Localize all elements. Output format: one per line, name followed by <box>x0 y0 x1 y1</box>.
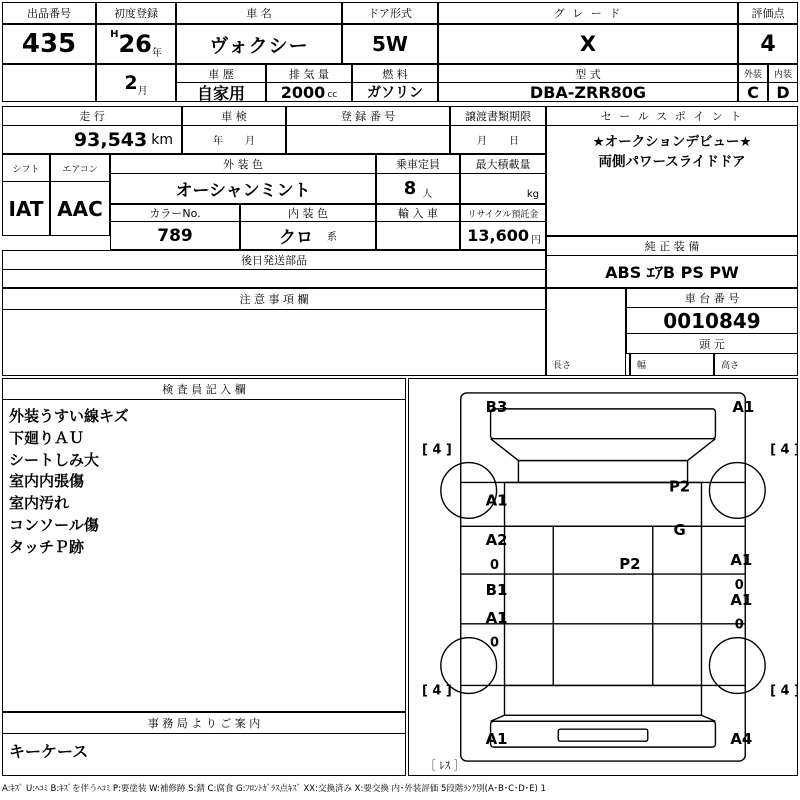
seats-unit: 人 <box>422 189 433 200</box>
mileage-unit: km <box>151 131 173 148</box>
first-reg-era: H <box>110 29 119 40</box>
int-color-value: クロ <box>279 228 313 248</box>
office-note: キーケース <box>9 742 89 761</box>
recycle-value: 13,600 <box>467 226 529 245</box>
later-parts-value-cell <box>2 270 546 288</box>
int-color-label: 内 装 色 <box>288 207 328 220</box>
aircon-label: エアコン <box>62 164 98 175</box>
reg-no-label: 登 録 番 号 <box>340 110 396 123</box>
fuel-value: ガソリン <box>367 85 423 101</box>
score-label-cell <box>738 2 798 24</box>
reg-no-label-cell <box>286 106 450 126</box>
ext-grade-value: C <box>747 82 759 102</box>
size-length-cell <box>546 354 630 376</box>
recycle-value-cell <box>460 222 546 250</box>
vehicle-diagram-panel <box>408 378 798 776</box>
shaken-label-cell <box>182 106 286 126</box>
diagram-mark: [ 4 ] <box>421 683 452 699</box>
diagram-mark: A1 <box>730 590 753 609</box>
shaken-value-cell <box>182 126 286 154</box>
diagram-mark-labels <box>422 398 797 748</box>
car-name-label-cell <box>176 2 342 24</box>
history-value-cell <box>176 83 266 102</box>
recycle-label-cell <box>460 204 546 222</box>
sell-point-cell <box>546 126 798 236</box>
inspector-line: 下廻りＡＵ <box>9 428 85 447</box>
diagram-mark: P2 <box>619 555 641 574</box>
score-label: 評価点 <box>751 7 785 20</box>
mileage-value: 93,543 <box>73 128 148 151</box>
seats-value-cell <box>376 174 460 204</box>
recycle-unit: 円 <box>531 235 541 246</box>
diagram-mark: 0 <box>734 617 744 633</box>
diagram-mark: 0 <box>490 558 500 574</box>
diagram-mark: G <box>673 521 686 540</box>
door-label: ドア形式 <box>368 7 412 20</box>
fuel-value-cell <box>352 83 438 102</box>
dealer-label: 頭 元 <box>699 337 725 351</box>
history-month-cell <box>96 64 176 102</box>
diagram-rear-label: ［ ﾚｽ ］ <box>424 759 465 773</box>
chassis-label-cell <box>626 288 798 308</box>
transfer-label-cell <box>450 106 546 126</box>
lot-no-value: 435 <box>21 29 77 59</box>
lot-no-label: 出品番号 <box>27 7 71 20</box>
transfer-value-cell <box>450 126 546 154</box>
recycle-label: リサイクル預託金 <box>467 209 539 220</box>
inspector-label-cell <box>2 378 406 400</box>
first-reg-year: 26 <box>118 30 152 58</box>
equip-label-cell <box>546 236 798 256</box>
diagram-mark: A1 <box>485 491 508 510</box>
import-value <box>377 222 459 249</box>
displacement-unit: cc <box>327 90 338 100</box>
diagram-mark: [ 4 ] <box>421 442 452 458</box>
color-no-value: 789 <box>157 225 193 246</box>
seats-value: 8 <box>403 178 417 199</box>
history-value: 自家用 <box>196 83 245 103</box>
score-value: 4 <box>760 31 776 57</box>
door-label-cell <box>342 2 438 24</box>
inspector-line: コンソール傷 <box>9 515 99 534</box>
mileage-value-cell <box>2 126 182 154</box>
equip-value-cell <box>546 256 798 288</box>
reg-no-value <box>287 126 449 153</box>
sell-point-line: ★オークションデビュー★ <box>592 134 752 150</box>
size-height-label: 高さ <box>721 361 740 371</box>
later-parts-label: 後日発送部品 <box>241 254 307 267</box>
first-reg-year-unit: 年 <box>151 48 162 59</box>
history-month-value: 2 <box>124 72 138 94</box>
diagram-mark: A2 <box>485 531 508 550</box>
sell-point-label-cell <box>546 106 798 126</box>
inspector-line: タッチＰ跡 <box>9 537 85 556</box>
displacement-label-cell <box>266 64 352 83</box>
later-parts-label-cell <box>2 250 546 270</box>
mileage-label: 走 行 <box>79 110 105 123</box>
inspector-line: 外装うすい線キズ <box>9 407 129 425</box>
history-month-unit: 月 <box>137 86 148 97</box>
fuel-label-cell <box>352 64 438 83</box>
ext-color-label-cell <box>110 154 376 174</box>
shift-value-cell <box>2 182 50 236</box>
model-code-label-cell <box>438 64 738 83</box>
size-width-label: 幅 <box>637 361 647 371</box>
transfer-label: 譲渡書類期限 <box>465 110 531 123</box>
diagram-mark: A1 <box>485 608 508 627</box>
ext-grade-value-cell <box>738 83 768 102</box>
car-name-cell <box>176 24 342 64</box>
shaken-year-unit: 年 <box>213 136 223 147</box>
shaken-label: 車 検 <box>221 110 247 123</box>
fuel-label: 燃 料 <box>382 67 408 81</box>
sell-point-label: セ ー ル ス ポ イ ン ト <box>600 110 744 123</box>
color-no-label: カラーNo. <box>149 207 201 220</box>
size-height-cell <box>714 354 798 376</box>
ext-grade-label: 外装 <box>743 70 762 80</box>
office-note-cell <box>2 734 406 776</box>
inspector-value-cell <box>2 400 406 712</box>
diagram-mark: P2 <box>668 477 691 496</box>
int-color-label-cell <box>240 204 376 222</box>
diagram-mark: A1 <box>485 730 508 749</box>
load-label-cell <box>460 154 546 174</box>
grade-label-cell <box>438 2 738 24</box>
diagram-mark: [ 4 ] <box>770 683 797 699</box>
int-grade-label-cell <box>768 64 798 83</box>
first-reg-label-cell <box>96 2 176 24</box>
sell-point-line: 両側パワースライドドア <box>598 154 746 171</box>
office-label-cell <box>2 712 406 734</box>
dealer-label-cell <box>626 334 798 354</box>
size-length-label: 長さ <box>553 361 572 371</box>
shift-label: シフト <box>12 164 40 175</box>
diagram-mark: 0 <box>490 635 500 651</box>
diagram-mark: A1 <box>730 551 753 570</box>
int-grade-value-cell <box>768 83 798 102</box>
door-value: 5W <box>372 32 408 56</box>
vehicle-diagram-svg <box>409 379 797 775</box>
diagram-mark: [ 4 ] <box>770 442 797 458</box>
history-label: 車 歴 <box>208 67 234 81</box>
color-no-value-cell <box>110 222 240 250</box>
equip-label: 純 正 装 備 <box>644 240 700 253</box>
inspector-line: シートしみ大 <box>9 450 100 469</box>
ext-color-value: オーシャンミント <box>175 181 311 201</box>
legend-text: A:ｷｽﾞ U:ﾍｺﾐ B:ｷｽﾞを伴うﾍｺﾐ P:要塗装 W:補修跡 S:錆 C:腐食 G:ﾌﾛﾝﾄｶﾞﾗｽ点ｷｽﾞ XX:交換済み X:要交換 内･外装評価 5段階ﾗﾝｸ別(A･B･C･D･E) 1 <box>2 784 546 794</box>
door-cell <box>342 24 438 64</box>
diagram-mark: 0 <box>734 577 744 593</box>
transfer-month-unit: 月 <box>477 136 487 147</box>
office-label: 事 務 局 よ り ご 案 内 <box>147 717 261 730</box>
int-color-suffix: 系 <box>327 232 337 243</box>
diagram-mark: A4 <box>730 730 753 749</box>
ext-grade-label-cell <box>738 64 768 83</box>
load-label: 最大積載量 <box>475 158 531 171</box>
shift-value: IAT <box>8 196 44 221</box>
model-code-value-cell <box>438 83 738 102</box>
aircon-label-cell <box>50 154 110 182</box>
grade-cell <box>438 24 738 64</box>
reg-no-value-cell <box>286 126 450 154</box>
shift-label-cell <box>2 154 50 182</box>
first-reg-cell <box>96 24 176 64</box>
inspector-label: 検 査 員 記 入 欄 <box>162 383 246 396</box>
ext-color-value-cell <box>110 174 376 204</box>
shaken-month-unit: 月 <box>245 136 255 147</box>
load-value-cell <box>460 174 546 204</box>
chassis-value: 0010849 <box>663 308 761 333</box>
lot-no-cell <box>2 24 96 64</box>
chassis-label: 車 台 番 号 <box>684 292 740 305</box>
diagram-mark: B3 <box>485 397 508 416</box>
transfer-day-unit: 日 <box>509 136 519 147</box>
aircon-value: AAC <box>57 196 103 221</box>
int-grade-label: 内装 <box>773 70 792 80</box>
model-code-value: DBA-ZRR80G <box>529 82 647 102</box>
load-unit: kg <box>526 189 539 200</box>
inspector-line: 室内汚れ <box>9 494 70 512</box>
displacement-value-cell <box>266 83 352 102</box>
grade-label: グ レ ー ド <box>553 7 623 20</box>
notes-value <box>3 310 545 318</box>
car-name-value: ヴォクシー <box>209 34 309 57</box>
first-reg-label: 初度登録 <box>114 7 158 20</box>
notes-label: 注 意 事 項 欄 <box>239 293 309 306</box>
inspector-line: 室内内張傷 <box>9 472 85 491</box>
seats-label-cell <box>376 154 460 174</box>
diagram-mark: A1 <box>732 397 755 416</box>
aircon-value-cell <box>50 182 110 236</box>
chassis-value-cell <box>626 308 798 334</box>
notes-label-cell <box>2 288 546 310</box>
mileage-label-cell <box>2 106 182 126</box>
model-code-label: 型 式 <box>575 67 601 81</box>
import-value-cell <box>376 222 460 250</box>
color-no-label-cell <box>110 204 240 222</box>
seats-label: 乗車定員 <box>396 158 440 171</box>
import-label-cell <box>376 204 460 222</box>
lot-no-label-cell <box>2 2 96 24</box>
notes-value-cell <box>2 310 546 376</box>
displacement-label: 排 気 量 <box>289 67 329 81</box>
displacement-value: 2000 <box>280 82 326 102</box>
size-width-cell <box>630 354 714 376</box>
equip-value: ABS ｴｱB PS PW <box>605 263 739 282</box>
diagram-mark: B1 <box>485 580 508 599</box>
import-label: 輸 入 車 <box>398 207 438 220</box>
car-name-label: 車 名 <box>246 7 272 20</box>
score-cell <box>738 24 798 64</box>
lot-no-spare-cell <box>2 64 96 102</box>
int-color-value-cell <box>240 222 376 250</box>
ext-color-label: 外 装 色 <box>223 158 263 171</box>
int-grade-value: D <box>776 82 790 102</box>
grade-value: X <box>579 32 597 56</box>
